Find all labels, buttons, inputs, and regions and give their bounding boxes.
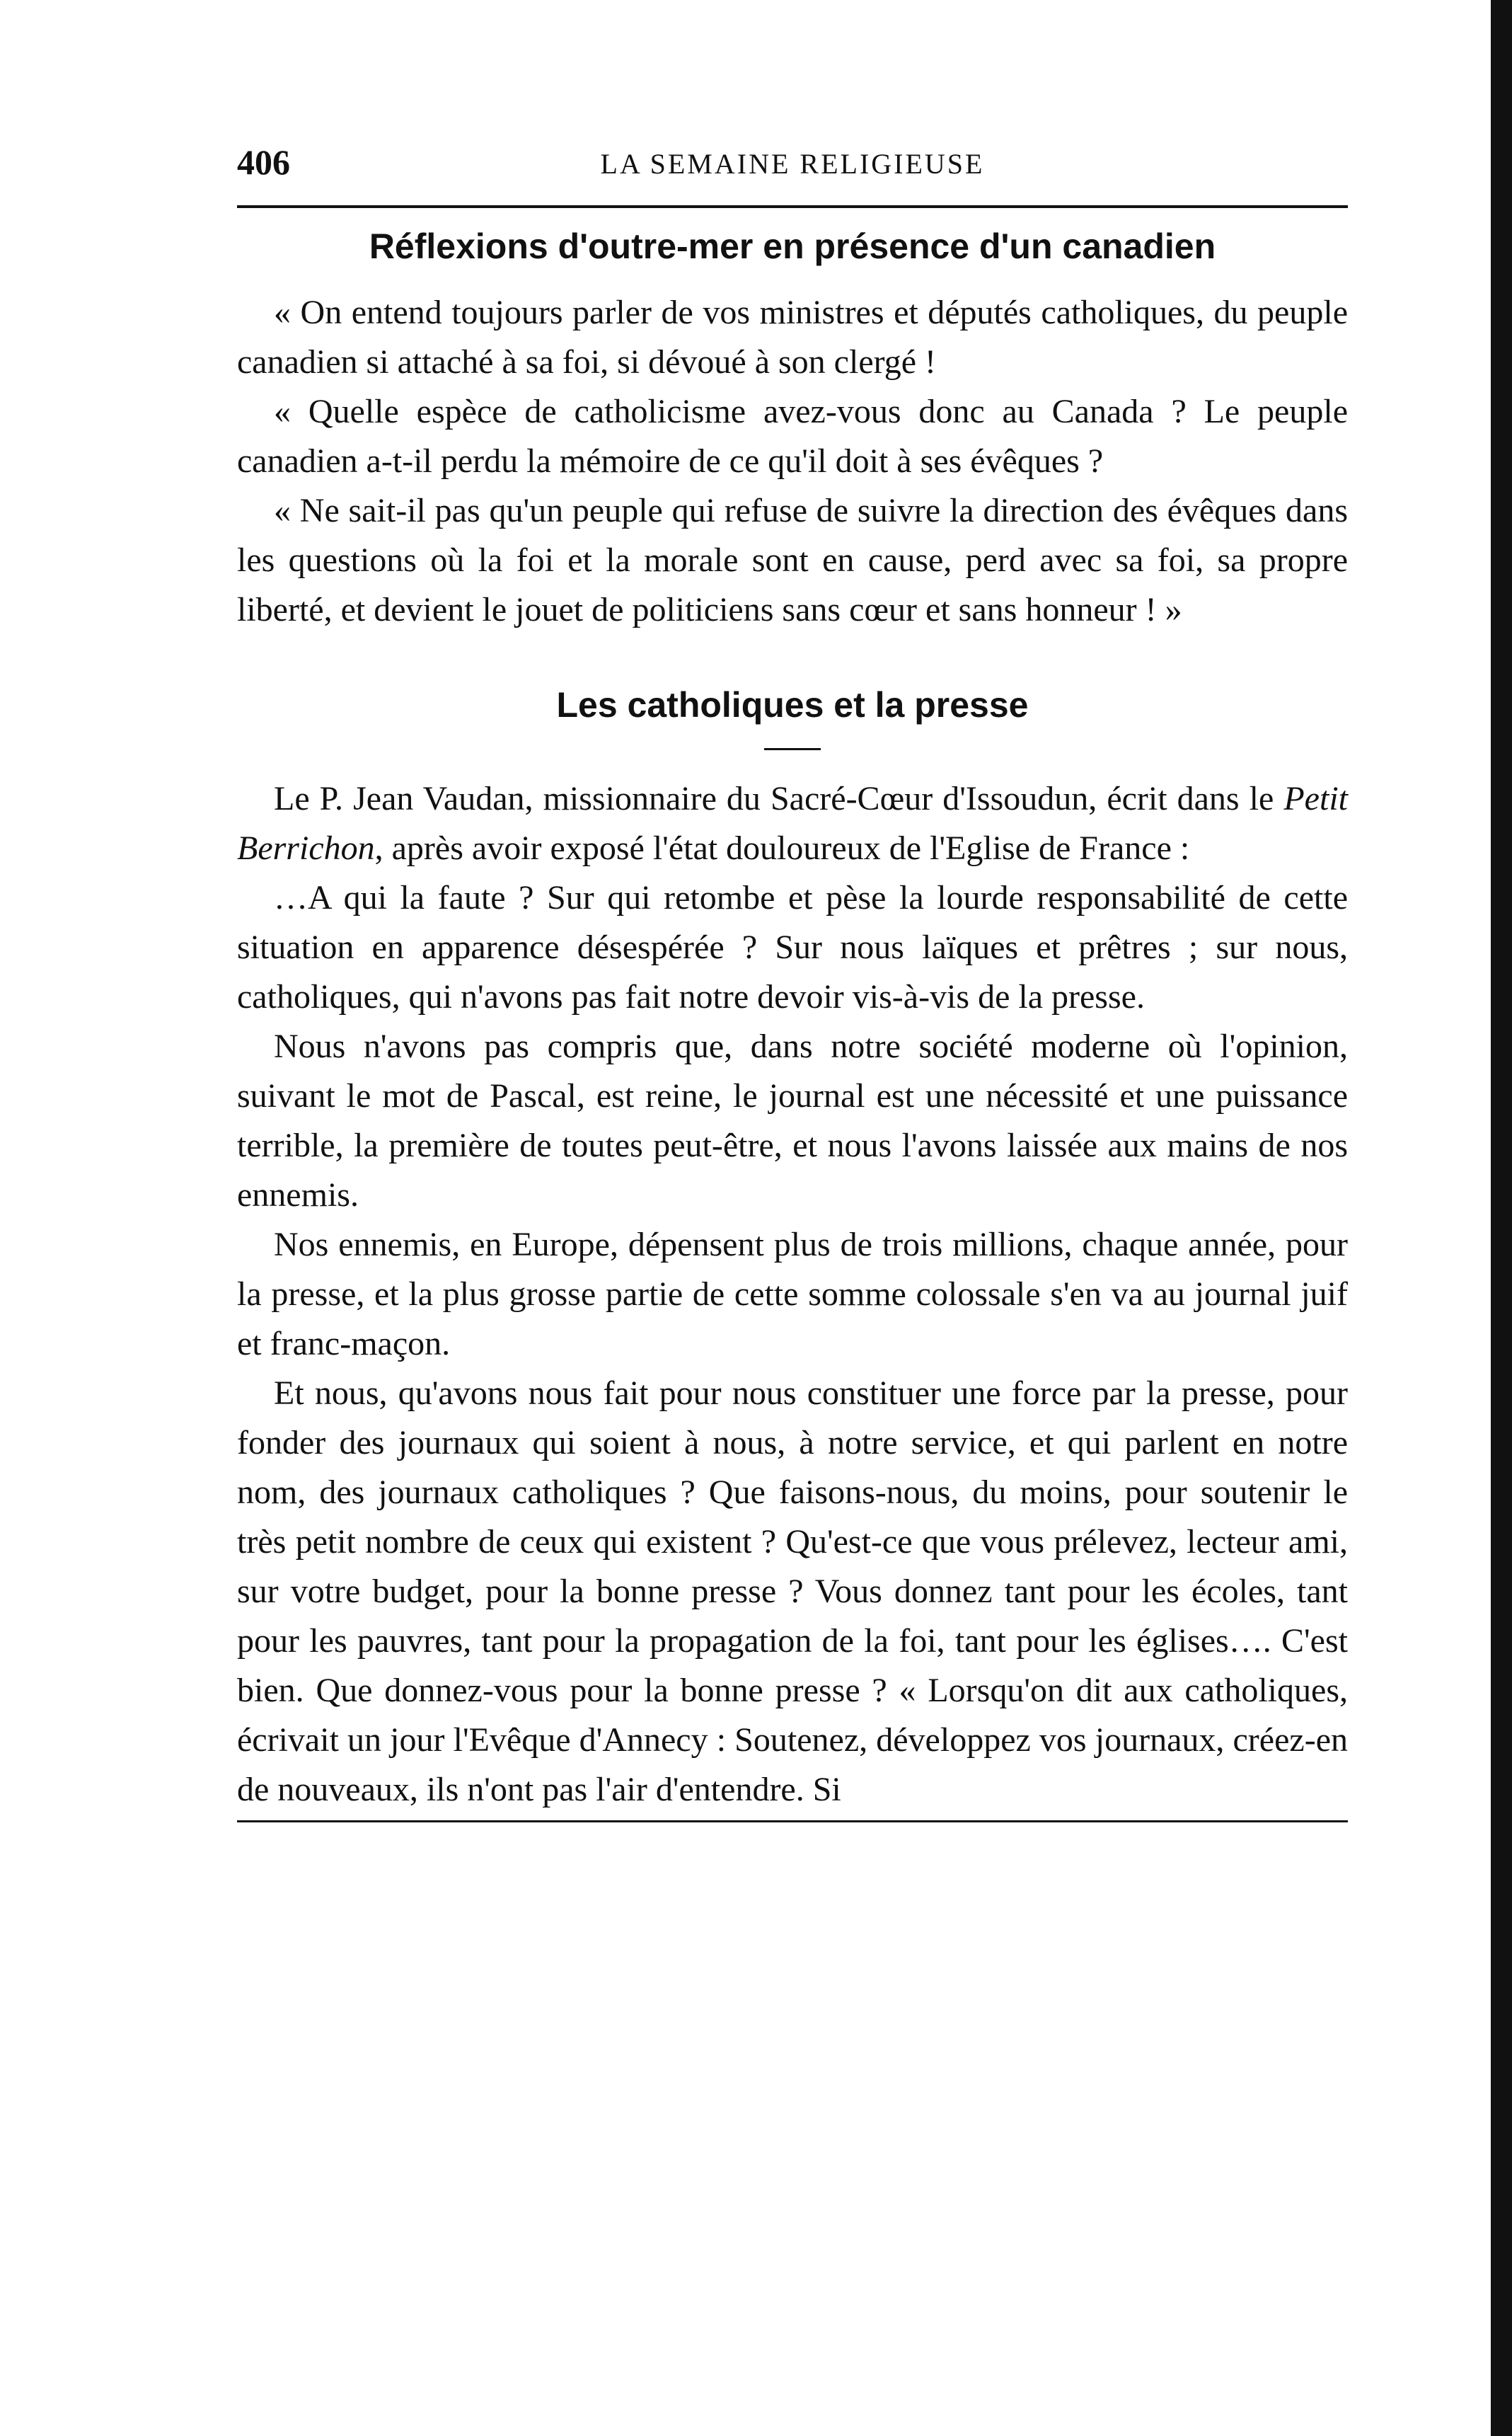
section-title-reflexions: Réflexions d'outre-mer en présence d'un canadien	[369, 226, 1216, 266]
paragraph: « Ne sait-il pas qu'un peuple qui refuse de suivre la direction des évêques dans les questions où la foi et la morale sont en cause, perd avec sa foi, sa propre liberté, et devient le jouet de politiciens sans cœur et sans honneur ! »	[237, 492, 1348, 628]
page-number: 406	[237, 142, 290, 182]
intro-paragraph	[237, 774, 1348, 873]
paragraph: Nous n'avons pas compris que, dans notre société moderne où l'opinion, suivant le mot de Pascal, est reine, le journal est une nécessité et une puissance terrible, la première de toutes peut-être, et nous l'avons laissée aux mains de nos ennemis.	[237, 1028, 1348, 1214]
book-page	[237, 142, 1348, 1822]
scan-edge-bar	[1491, 0, 1512, 2436]
section-reflexions-body	[237, 288, 1348, 635]
paragraph: « On entend toujours parler de vos ministres et députés catholiques, du peuple canadien si attaché à sa foi, si dévoué à son clergé !	[237, 294, 1348, 381]
title-divider	[764, 748, 821, 750]
intro-text-before: Le P. Jean Vaudan, missionnaire du Sacré-Cœur d'Issoudun, écrit dans le	[274, 780, 1284, 817]
bottom-rule	[237, 1820, 1348, 1822]
paragraph: « Quelle espèce de catholicisme avez-vous donc au Canada ? Le peuple canadien a-t-il perdu la mémoire de ce qu'il doit à ses évêques ?	[237, 393, 1348, 480]
section-title-catholiques-presse: Les catholiques et la presse	[556, 685, 1029, 725]
newspaper-name: Petit Berrichon	[237, 780, 1348, 867]
paragraph: Et nous, qu'avons nous fait pour nous constituer une force par la presse, pour fonder des journaux qui soient à nous, à notre service, et qui parlent en notre nom, des journaux catholiques ? Que faisons-nous, du moins, pour soutenir le très petit nombre de ceux qui existent ? Qu'est-ce que vous prélevez, lecteur ami, sur votre budget, pour la bonne presse ? Vous donnez tant pour les écoles, tant pour les pauvres, tant pour la propagation de la foi, tant pour les églises…. C'est bien. Que donnez-vous pour la bonne presse ? « Lorsqu'on dit aux catholiques, écrivait un jour l'Evêque d'Annecy : Soutenez, développez vos journaux, créez-en de nouveaux, ils n'ont pas l'air d'entendre. Si	[237, 1374, 1348, 1808]
journal-title: LA SEMAINE RELIGIEUSE	[600, 148, 985, 180]
intro-text-after: , après avoir exposé l'état douloureux de l'Eglise de France :	[374, 829, 1190, 867]
paragraph: Nos ennemis, en Europe, dépensent plus de trois millions, chaque année, pour la presse, et la plus grosse partie de cette somme colossale s'en va au journal juif et franc-maçon.	[237, 1226, 1348, 1362]
paragraph: …A qui la faute ? Sur qui retombe et pèse la lourde responsabilité de cette situation en apparence désespérée ? Sur nous laïques et prêtres ; sur nous, catholiques, qui n'avons pas fait notre devoir vis-à-vis de la presse.	[237, 879, 1348, 1016]
section-presse-body	[237, 774, 1348, 1815]
running-head	[237, 142, 1348, 208]
